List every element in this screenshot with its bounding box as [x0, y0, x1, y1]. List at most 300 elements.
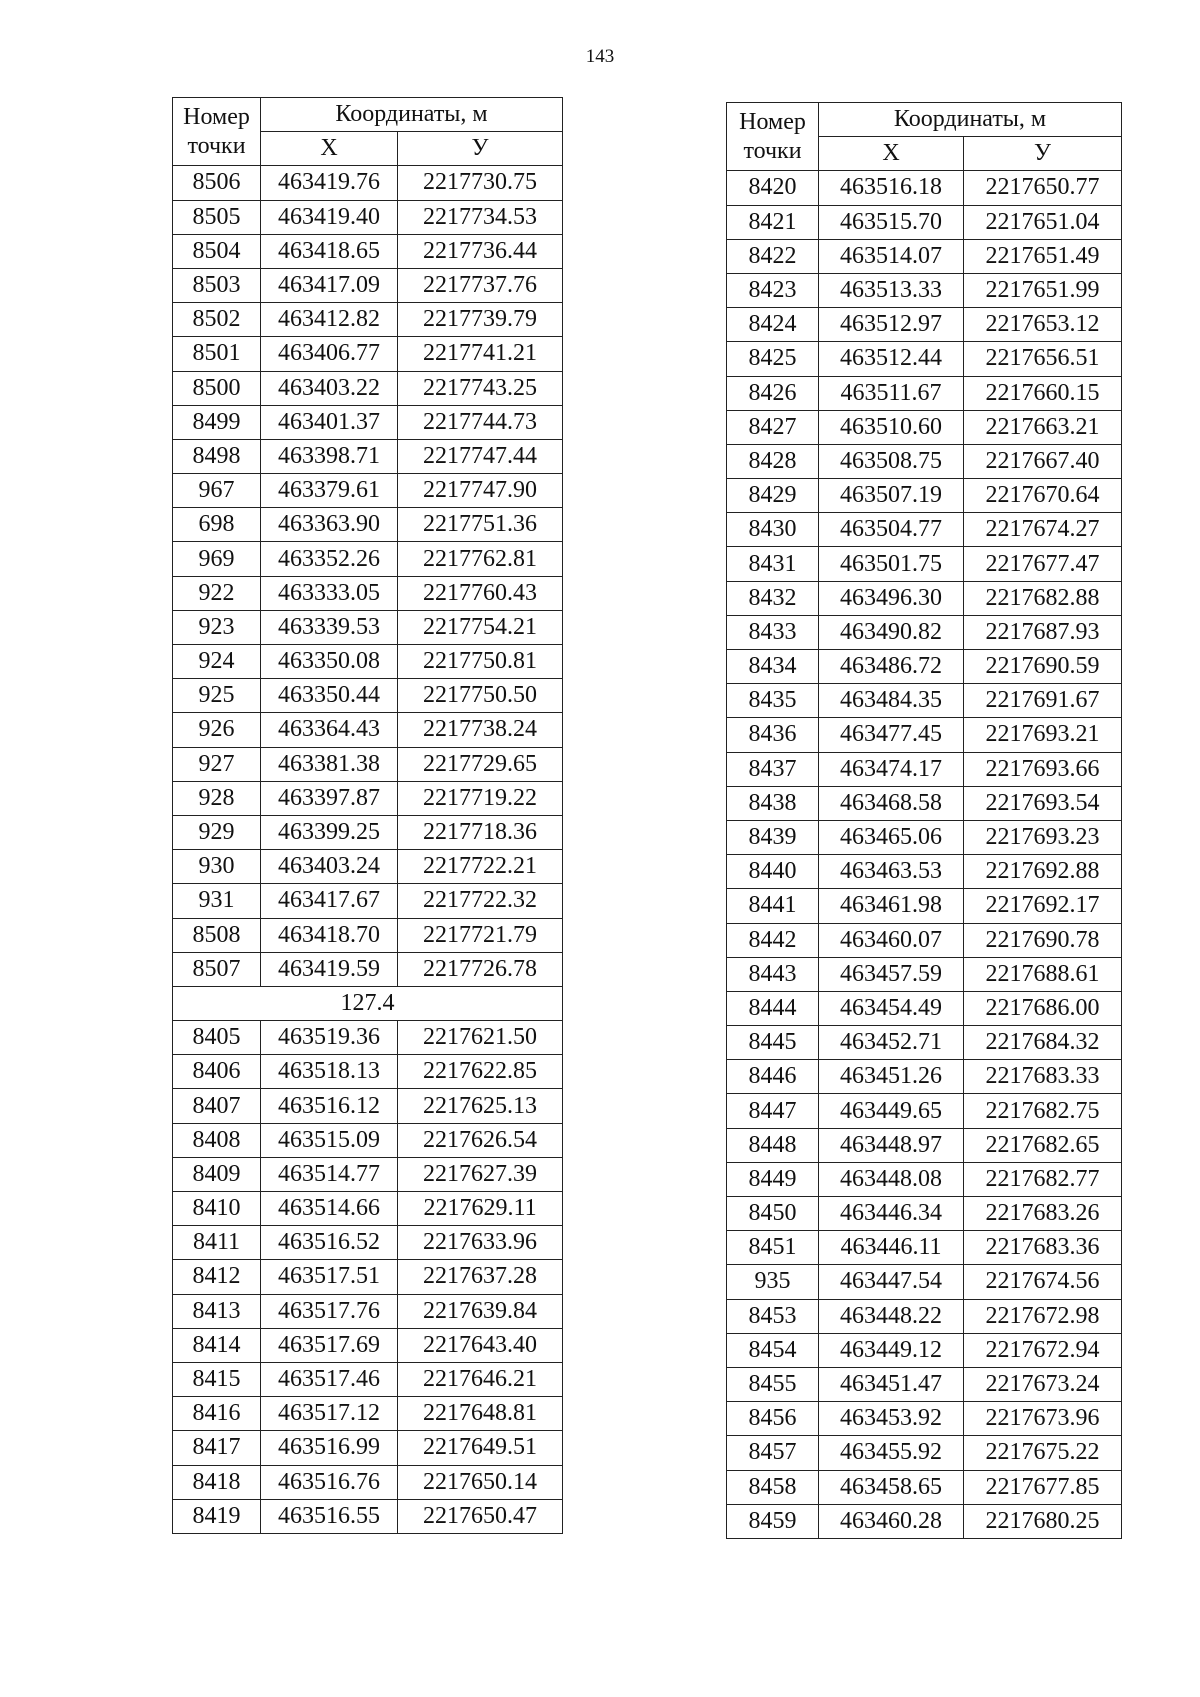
y-coordinate-cell: 2217637.28	[398, 1260, 563, 1294]
x-coordinate-cell: 463465.06	[819, 820, 964, 854]
x-coordinate-cell: 463501.75	[819, 547, 964, 581]
point-number-cell: 925	[173, 679, 261, 713]
point-number-cell: 8433	[727, 615, 819, 649]
x-coordinate-cell: 463460.07	[819, 923, 964, 957]
point-number-cell: 8441	[727, 889, 819, 923]
x-coordinate-cell: 463333.05	[261, 576, 398, 610]
y-coordinate-cell: 2217651.49	[964, 239, 1122, 273]
y-coordinate-cell: 2217649.51	[398, 1431, 563, 1465]
y-coordinate-cell: 2217743.25	[398, 371, 563, 405]
point-number-cell: 8499	[173, 405, 261, 439]
table-row	[173, 610, 563, 644]
table-row	[727, 1026, 1122, 1060]
point-number-cell: 8455	[727, 1367, 819, 1401]
x-coordinate-cell: 463477.45	[819, 718, 964, 752]
x-coordinate-cell: 463512.44	[819, 342, 964, 376]
y-coordinate-cell: 2217726.78	[398, 952, 563, 986]
point-number-cell: 8506	[173, 166, 261, 200]
y-coordinate-cell: 2217683.33	[964, 1060, 1122, 1094]
x-coordinate-cell: 463517.46	[261, 1362, 398, 1396]
point-number-header	[173, 98, 261, 166]
table-row	[727, 376, 1122, 410]
table-row	[173, 1294, 563, 1328]
y-coordinate-cell: 2217680.25	[964, 1504, 1122, 1538]
table-row	[727, 410, 1122, 444]
x-coordinate-cell: 463448.08	[819, 1162, 964, 1196]
x-coordinate-cell: 463457.59	[819, 957, 964, 991]
y-coordinate-cell: 2217643.40	[398, 1328, 563, 1362]
table-row	[173, 200, 563, 234]
x-coordinate-cell: 463517.12	[261, 1397, 398, 1431]
point-number-cell: 8410	[173, 1192, 261, 1226]
y-coordinate-cell: 2217754.21	[398, 610, 563, 644]
table-row	[727, 889, 1122, 923]
table-row	[173, 268, 563, 302]
y-coordinate-cell: 2217629.11	[398, 1192, 563, 1226]
x-coordinate-cell: 463401.37	[261, 405, 398, 439]
point-number-cell: 8449	[727, 1162, 819, 1196]
point-number-cell: 8445	[727, 1026, 819, 1060]
point-number-cell: 8456	[727, 1402, 819, 1436]
y-coordinate-cell: 2217650.77	[964, 171, 1122, 205]
point-number-cell: 931	[173, 884, 261, 918]
x-coordinate-cell: 463455.92	[819, 1436, 964, 1470]
y-coordinate-cell: 2217653.12	[964, 308, 1122, 342]
table-row	[727, 684, 1122, 718]
x-coordinate-cell: 463474.17	[819, 752, 964, 786]
table-row	[727, 342, 1122, 376]
point-number-cell: 8413	[173, 1294, 261, 1328]
point-number-cell: 8502	[173, 303, 261, 337]
y-column-header: У	[964, 137, 1122, 171]
x-coordinate-cell: 463419.40	[261, 200, 398, 234]
x-coordinate-cell: 463510.60	[819, 410, 964, 444]
y-coordinate-cell: 2217722.21	[398, 850, 563, 884]
point-number-cell: 8429	[727, 479, 819, 513]
coordinates-table-right	[726, 102, 1122, 1539]
y-coordinate-cell: 2217688.61	[964, 957, 1122, 991]
table-row	[727, 1470, 1122, 1504]
x-coordinate-cell: 463451.47	[819, 1367, 964, 1401]
y-coordinate-cell: 2217673.96	[964, 1402, 1122, 1436]
table-row	[727, 1128, 1122, 1162]
point-number-cell: 969	[173, 542, 261, 576]
point-number-cell: 8437	[727, 752, 819, 786]
y-coordinate-cell: 2217691.67	[964, 684, 1122, 718]
y-coordinate-cell: 2217648.81	[398, 1397, 563, 1431]
x-coordinate-cell: 463397.87	[261, 781, 398, 815]
x-coordinate-cell: 463504.77	[819, 513, 964, 547]
point-number-cell: 8432	[727, 581, 819, 615]
x-coordinate-cell: 463448.22	[819, 1299, 964, 1333]
x-coordinate-cell: 463451.26	[819, 1060, 964, 1094]
x-coordinate-cell: 463446.11	[819, 1231, 964, 1265]
y-coordinate-cell: 2217693.66	[964, 752, 1122, 786]
x-coordinate-cell: 463508.75	[819, 444, 964, 478]
table-row	[727, 1402, 1122, 1436]
point-number-cell: 8435	[727, 684, 819, 718]
y-coordinate-cell: 2217650.47	[398, 1499, 563, 1533]
y-coordinate-cell: 2217646.21	[398, 1362, 563, 1396]
point-number-cell: 935	[727, 1265, 819, 1299]
x-coordinate-cell: 463454.49	[819, 991, 964, 1025]
table-row	[173, 884, 563, 918]
y-coordinate-cell: 2217721.79	[398, 918, 563, 952]
y-coordinate-cell: 2217627.39	[398, 1157, 563, 1191]
point-number-cell: 8412	[173, 1260, 261, 1294]
point-number-cell: 8409	[173, 1157, 261, 1191]
table-row	[727, 1162, 1122, 1196]
x-coordinate-cell: 463516.12	[261, 1089, 398, 1123]
point-number-cell: 8405	[173, 1021, 261, 1055]
point-number-cell: 8448	[727, 1128, 819, 1162]
point-number-cell: 8424	[727, 308, 819, 342]
y-column-header: У	[398, 132, 563, 166]
y-coordinate-cell: 2217682.65	[964, 1128, 1122, 1162]
y-coordinate-cell: 2217663.21	[964, 410, 1122, 444]
table-row	[727, 1367, 1122, 1401]
table-row	[727, 581, 1122, 615]
point-number-cell: 8408	[173, 1123, 261, 1157]
table-row	[173, 1055, 563, 1089]
table-row	[727, 786, 1122, 820]
point-number-cell: 8417	[173, 1431, 261, 1465]
table-row	[727, 1197, 1122, 1231]
point-number-cell: 8501	[173, 337, 261, 371]
coordinates-header: Координаты, м	[819, 103, 1122, 137]
table-row	[173, 747, 563, 781]
table-row	[173, 1089, 563, 1123]
y-coordinate-cell: 2217651.99	[964, 273, 1122, 307]
x-coordinate-cell: 463515.70	[819, 205, 964, 239]
table-row	[727, 479, 1122, 513]
y-coordinate-cell: 2217690.59	[964, 650, 1122, 684]
y-coordinate-cell: 2217682.88	[964, 581, 1122, 615]
table-row	[727, 171, 1122, 205]
x-column-header: Х	[261, 132, 398, 166]
x-coordinate-cell: 463516.55	[261, 1499, 398, 1533]
x-coordinate-cell: 463461.98	[819, 889, 964, 923]
x-coordinate-cell: 463463.53	[819, 855, 964, 889]
table-row	[727, 1060, 1122, 1094]
table-row	[727, 615, 1122, 649]
table-row	[173, 508, 563, 542]
x-coordinate-cell: 463418.65	[261, 234, 398, 268]
table-row	[727, 444, 1122, 478]
point-number-cell: 8443	[727, 957, 819, 991]
table-row	[173, 234, 563, 268]
table-row	[727, 273, 1122, 307]
point-number-cell: 8507	[173, 952, 261, 986]
x-coordinate-cell: 463460.28	[819, 1504, 964, 1538]
y-coordinate-cell: 2217684.32	[964, 1026, 1122, 1060]
table-row	[727, 1504, 1122, 1538]
point-number-cell: 8436	[727, 718, 819, 752]
point-number-cell: 8426	[727, 376, 819, 410]
x-coordinate-cell: 463516.18	[819, 171, 964, 205]
y-coordinate-cell: 2217673.24	[964, 1367, 1122, 1401]
x-coordinate-cell: 463446.34	[819, 1197, 964, 1231]
y-coordinate-cell: 2217656.51	[964, 342, 1122, 376]
table-row	[727, 923, 1122, 957]
y-coordinate-cell: 2217729.65	[398, 747, 563, 781]
point-number-cell: 8454	[727, 1333, 819, 1367]
y-coordinate-cell: 2217741.21	[398, 337, 563, 371]
table-row	[173, 1362, 563, 1396]
x-coordinate-cell: 463516.76	[261, 1465, 398, 1499]
y-coordinate-cell: 2217747.44	[398, 439, 563, 473]
table-row	[727, 239, 1122, 273]
table-row	[727, 957, 1122, 991]
y-coordinate-cell: 2217692.88	[964, 855, 1122, 889]
table-row	[173, 713, 563, 747]
y-coordinate-cell: 2217650.14	[398, 1465, 563, 1499]
table-row	[173, 1465, 563, 1499]
x-coordinate-cell: 463490.82	[819, 615, 964, 649]
x-coordinate-cell: 463339.53	[261, 610, 398, 644]
table-row	[727, 1299, 1122, 1333]
point-number-cell: 8503	[173, 268, 261, 302]
point-number-header-line2: точки	[187, 132, 246, 159]
table-row	[173, 337, 563, 371]
y-coordinate-cell: 2217730.75	[398, 166, 563, 200]
table-row	[173, 474, 563, 508]
point-number-cell: 8431	[727, 547, 819, 581]
x-coordinate-cell: 463458.65	[819, 1470, 964, 1504]
y-coordinate-cell: 2217651.04	[964, 205, 1122, 239]
table-row	[173, 1260, 563, 1294]
x-coordinate-cell: 463516.99	[261, 1431, 398, 1465]
point-number-cell: 927	[173, 747, 261, 781]
point-number-cell: 922	[173, 576, 261, 610]
y-coordinate-cell: 2217692.17	[964, 889, 1122, 923]
point-number-cell: 926	[173, 713, 261, 747]
table-row	[173, 850, 563, 884]
x-coordinate-cell: 463364.43	[261, 713, 398, 747]
point-number-cell: 8457	[727, 1436, 819, 1470]
y-coordinate-cell: 2217677.47	[964, 547, 1122, 581]
x-coordinate-cell: 463484.35	[819, 684, 964, 718]
table-row	[173, 952, 563, 986]
x-coordinate-cell: 463350.08	[261, 645, 398, 679]
table-row	[727, 752, 1122, 786]
point-number-cell: 8442	[727, 923, 819, 957]
table-row	[173, 1021, 563, 1055]
x-coordinate-cell: 463379.61	[261, 474, 398, 508]
x-coordinate-cell: 463418.70	[261, 918, 398, 952]
point-number-cell: 8500	[173, 371, 261, 405]
table-row	[173, 679, 563, 713]
table-row	[727, 308, 1122, 342]
point-number-cell: 8453	[727, 1299, 819, 1333]
section-subheading: 127.4	[173, 986, 563, 1020]
x-coordinate-cell: 463516.52	[261, 1226, 398, 1260]
y-coordinate-cell: 2217719.22	[398, 781, 563, 815]
x-coordinate-cell: 463496.30	[819, 581, 964, 615]
point-number-cell: 8438	[727, 786, 819, 820]
point-number-cell: 8459	[727, 1504, 819, 1538]
table-row	[173, 1431, 563, 1465]
point-number-cell: 8419	[173, 1499, 261, 1533]
coordinates-table-left	[172, 97, 563, 1534]
y-coordinate-cell: 2217744.73	[398, 405, 563, 439]
y-coordinate-cell: 2217670.64	[964, 479, 1122, 513]
y-coordinate-cell: 2217750.50	[398, 679, 563, 713]
x-coordinate-cell: 463511.67	[819, 376, 964, 410]
point-number-cell: 8450	[727, 1197, 819, 1231]
point-number-header	[727, 103, 819, 171]
point-number-cell: 8415	[173, 1362, 261, 1396]
point-number-cell: 8447	[727, 1094, 819, 1128]
point-number-cell: 929	[173, 815, 261, 849]
point-number-header-line2: точки	[743, 137, 802, 164]
table-row	[173, 918, 563, 952]
point-number-cell: 8504	[173, 234, 261, 268]
table-row	[173, 371, 563, 405]
x-coordinate-cell: 463468.58	[819, 786, 964, 820]
x-coordinate-cell: 463381.38	[261, 747, 398, 781]
y-coordinate-cell: 2217667.40	[964, 444, 1122, 478]
table-row	[727, 718, 1122, 752]
point-number-cell: 8411	[173, 1226, 261, 1260]
x-coordinate-cell: 463417.67	[261, 884, 398, 918]
x-coordinate-cell: 463519.36	[261, 1021, 398, 1055]
x-coordinate-cell: 463517.76	[261, 1294, 398, 1328]
x-coordinate-cell: 463447.54	[819, 1265, 964, 1299]
table-row	[173, 576, 563, 610]
point-number-cell: 924	[173, 645, 261, 679]
x-coordinate-cell: 463449.12	[819, 1333, 964, 1367]
point-number-header-line1: Номер	[183, 103, 250, 130]
point-number-cell: 8444	[727, 991, 819, 1025]
y-coordinate-cell: 2217693.23	[964, 820, 1122, 854]
table-row	[173, 815, 563, 849]
page-number: 143	[585, 46, 615, 67]
x-coordinate-cell: 463517.51	[261, 1260, 398, 1294]
point-number-cell: 8416	[173, 1397, 261, 1431]
y-coordinate-cell: 2217737.76	[398, 268, 563, 302]
x-coordinate-cell: 463517.69	[261, 1328, 398, 1362]
x-coordinate-cell: 463514.07	[819, 239, 964, 273]
point-number-cell: 967	[173, 474, 261, 508]
y-coordinate-cell: 2217760.43	[398, 576, 563, 610]
y-coordinate-cell: 2217672.94	[964, 1333, 1122, 1367]
y-coordinate-cell: 2217718.36	[398, 815, 563, 849]
y-coordinate-cell: 2217677.85	[964, 1470, 1122, 1504]
y-coordinate-cell: 2217682.77	[964, 1162, 1122, 1196]
table-row	[173, 1192, 563, 1226]
y-coordinate-cell: 2217750.81	[398, 645, 563, 679]
point-number-cell: 8458	[727, 1470, 819, 1504]
x-coordinate-cell: 463453.92	[819, 1402, 964, 1436]
table-row	[173, 542, 563, 576]
y-coordinate-cell: 2217683.36	[964, 1231, 1122, 1265]
table-row	[173, 1328, 563, 1362]
y-coordinate-cell: 2217674.56	[964, 1265, 1122, 1299]
x-coordinate-cell: 463507.19	[819, 479, 964, 513]
table-row	[173, 1226, 563, 1260]
y-coordinate-cell: 2217672.98	[964, 1299, 1122, 1333]
table-row	[727, 1231, 1122, 1265]
y-coordinate-cell: 2217751.36	[398, 508, 563, 542]
table-row	[727, 1333, 1122, 1367]
y-coordinate-cell: 2217660.15	[964, 376, 1122, 410]
table-row	[173, 1157, 563, 1191]
table-row	[173, 1499, 563, 1533]
x-coordinate-cell: 463419.59	[261, 952, 398, 986]
point-number-cell: 8428	[727, 444, 819, 478]
x-coordinate-cell: 463518.13	[261, 1055, 398, 1089]
x-column-header: Х	[819, 137, 964, 171]
x-coordinate-cell: 463452.71	[819, 1026, 964, 1060]
y-coordinate-cell: 2217675.22	[964, 1436, 1122, 1470]
x-coordinate-cell: 463515.09	[261, 1123, 398, 1157]
y-coordinate-cell: 2217625.13	[398, 1089, 563, 1123]
x-coordinate-cell: 463417.09	[261, 268, 398, 302]
x-coordinate-cell: 463412.82	[261, 303, 398, 337]
y-coordinate-cell: 2217693.54	[964, 786, 1122, 820]
y-coordinate-cell: 2217674.27	[964, 513, 1122, 547]
y-coordinate-cell: 2217722.32	[398, 884, 563, 918]
table-row	[727, 820, 1122, 854]
point-number-cell: 8406	[173, 1055, 261, 1089]
y-coordinate-cell: 2217683.26	[964, 1197, 1122, 1231]
point-number-cell: 8430	[727, 513, 819, 547]
point-number-cell: 8418	[173, 1465, 261, 1499]
point-number-cell: 8414	[173, 1328, 261, 1362]
point-number-cell: 8440	[727, 855, 819, 889]
y-coordinate-cell: 2217736.44	[398, 234, 563, 268]
x-coordinate-cell: 463514.66	[261, 1192, 398, 1226]
x-coordinate-cell: 463363.90	[261, 508, 398, 542]
coordinates-header: Координаты, м	[261, 98, 563, 132]
point-number-cell: 8446	[727, 1060, 819, 1094]
x-coordinate-cell: 463352.26	[261, 542, 398, 576]
table-row	[727, 513, 1122, 547]
x-coordinate-cell: 463448.97	[819, 1128, 964, 1162]
point-number-cell: 928	[173, 781, 261, 815]
point-number-cell: 923	[173, 610, 261, 644]
y-coordinate-cell: 2217762.81	[398, 542, 563, 576]
table-row	[727, 991, 1122, 1025]
y-coordinate-cell: 2217633.96	[398, 1226, 563, 1260]
point-number-cell: 8427	[727, 410, 819, 444]
point-number-cell: 8407	[173, 1089, 261, 1123]
y-coordinate-cell: 2217734.53	[398, 200, 563, 234]
y-coordinate-cell: 2217621.50	[398, 1021, 563, 1055]
x-coordinate-cell: 463514.77	[261, 1157, 398, 1191]
x-coordinate-cell: 463406.77	[261, 337, 398, 371]
y-coordinate-cell: 2217738.24	[398, 713, 563, 747]
table-row	[727, 1436, 1122, 1470]
table-row	[727, 1094, 1122, 1128]
x-coordinate-cell: 463403.24	[261, 850, 398, 884]
x-coordinate-cell: 463419.76	[261, 166, 398, 200]
point-number-header-line1: Номер	[739, 108, 806, 135]
y-coordinate-cell: 2217686.00	[964, 991, 1122, 1025]
table-row	[173, 645, 563, 679]
y-coordinate-cell: 2217739.79	[398, 303, 563, 337]
table-row	[173, 1123, 563, 1157]
y-coordinate-cell: 2217622.85	[398, 1055, 563, 1089]
table-row	[173, 439, 563, 473]
point-number-cell: 8439	[727, 820, 819, 854]
point-number-cell: 8425	[727, 342, 819, 376]
y-coordinate-cell: 2217639.84	[398, 1294, 563, 1328]
table-row	[727, 1265, 1122, 1299]
x-coordinate-cell: 463399.25	[261, 815, 398, 849]
x-coordinate-cell: 463398.71	[261, 439, 398, 473]
